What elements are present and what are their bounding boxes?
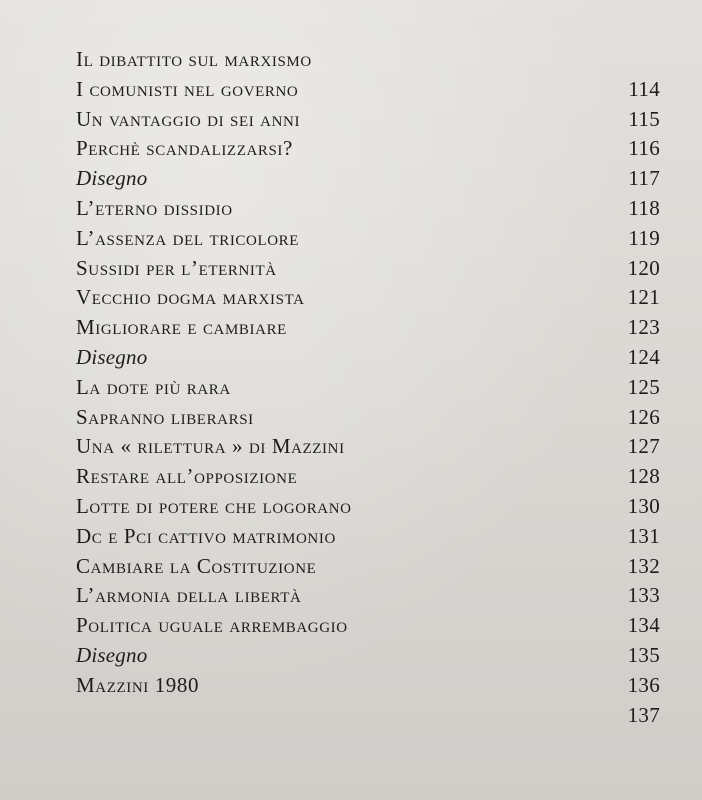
entry-title: Sussidi per l’eternità	[76, 255, 277, 280]
toc-entry	[76, 47, 660, 77]
toc-entry	[76, 524, 660, 554]
entry-title: Perchè scandalizzarsi?	[76, 136, 293, 161]
entry-title: L’armonia della libertà	[76, 583, 302, 608]
toc-entry	[76, 345, 660, 375]
entry-page-number: 128	[627, 464, 660, 489]
entry-page-number: 134	[627, 613, 660, 638]
toc-entry	[76, 673, 660, 703]
entry-page-number: 132	[627, 553, 660, 578]
toc-entry	[76, 136, 660, 166]
entry-title: La dote più rara	[76, 374, 231, 399]
entry-title: Dc e Pci cattivo matrimonio	[76, 523, 336, 548]
entry-page-number: 127	[627, 434, 660, 459]
toc-entry	[76, 285, 660, 315]
entry-page-number: 116	[628, 136, 660, 161]
toc-entry	[76, 613, 660, 643]
entry-page-number: 131	[627, 523, 660, 548]
table-of-contents	[76, 47, 660, 732]
entry-page-number: 124	[627, 344, 660, 369]
entry-title: Disegno	[76, 344, 148, 369]
toc-entry	[76, 256, 660, 286]
entry-title: Vecchio dogma marxista	[76, 285, 305, 310]
toc-entry	[76, 77, 660, 107]
entry-page-number: 137	[627, 702, 660, 727]
toc-entry	[76, 494, 660, 524]
toc-entry	[76, 226, 660, 256]
entry-page-number: 125	[627, 374, 660, 399]
toc-entry	[76, 315, 660, 345]
entry-title: Disegno	[76, 642, 148, 667]
entry-page-number: 118	[628, 195, 660, 220]
toc-entry	[76, 464, 660, 494]
entry-title: L’assenza del tricolore	[76, 225, 300, 250]
toc-entry	[76, 375, 660, 405]
entry-title: I comunisti nel governo	[76, 76, 299, 101]
entry-title: Migliorare e cambiare	[76, 315, 287, 340]
entry-page-number: 133	[627, 583, 660, 608]
entry-page-number: 121	[627, 285, 660, 310]
entry-title: Cambiare la Costituzione	[76, 553, 317, 578]
entry-page-number: 123	[627, 315, 660, 340]
entry-page-number: 126	[627, 404, 660, 429]
entry-page-number: 115	[628, 106, 660, 131]
entry-page-number: 135	[627, 642, 660, 667]
entry-page-number: 120	[627, 255, 660, 280]
entry-page-number: 130	[627, 493, 660, 518]
entry-page-number: 117	[628, 166, 660, 191]
toc-entry	[76, 166, 660, 196]
toc-entry	[76, 703, 660, 733]
entry-page-number: 119	[628, 225, 660, 250]
entry-page-number: 114	[628, 76, 660, 101]
entry-title: Un vantaggio di sei anni	[76, 106, 301, 131]
toc-entry	[76, 554, 660, 584]
entry-title: Una « rilettura » di Mazzini	[76, 434, 345, 459]
entry-title: Sapranno liberarsi	[76, 404, 254, 429]
entry-title: Lotte di potere che logorano	[76, 493, 352, 518]
toc-entry	[76, 196, 660, 226]
entry-title: Disegno	[76, 166, 148, 191]
entry-title: Politica uguale arrembaggio	[76, 613, 348, 638]
toc-entry	[76, 643, 660, 673]
toc-entry	[76, 107, 660, 137]
entry-title: L’eterno dissidio	[76, 195, 233, 220]
toc-entry	[76, 405, 660, 435]
toc-entry	[76, 583, 660, 613]
toc-entry	[76, 434, 660, 464]
entry-title: Mazzini 1980	[76, 672, 200, 697]
entry-title: Il dibattito sul marxismo	[76, 47, 312, 71]
entry-title: Restare all’opposizione	[76, 464, 298, 489]
entry-page-number: 136	[627, 672, 660, 697]
